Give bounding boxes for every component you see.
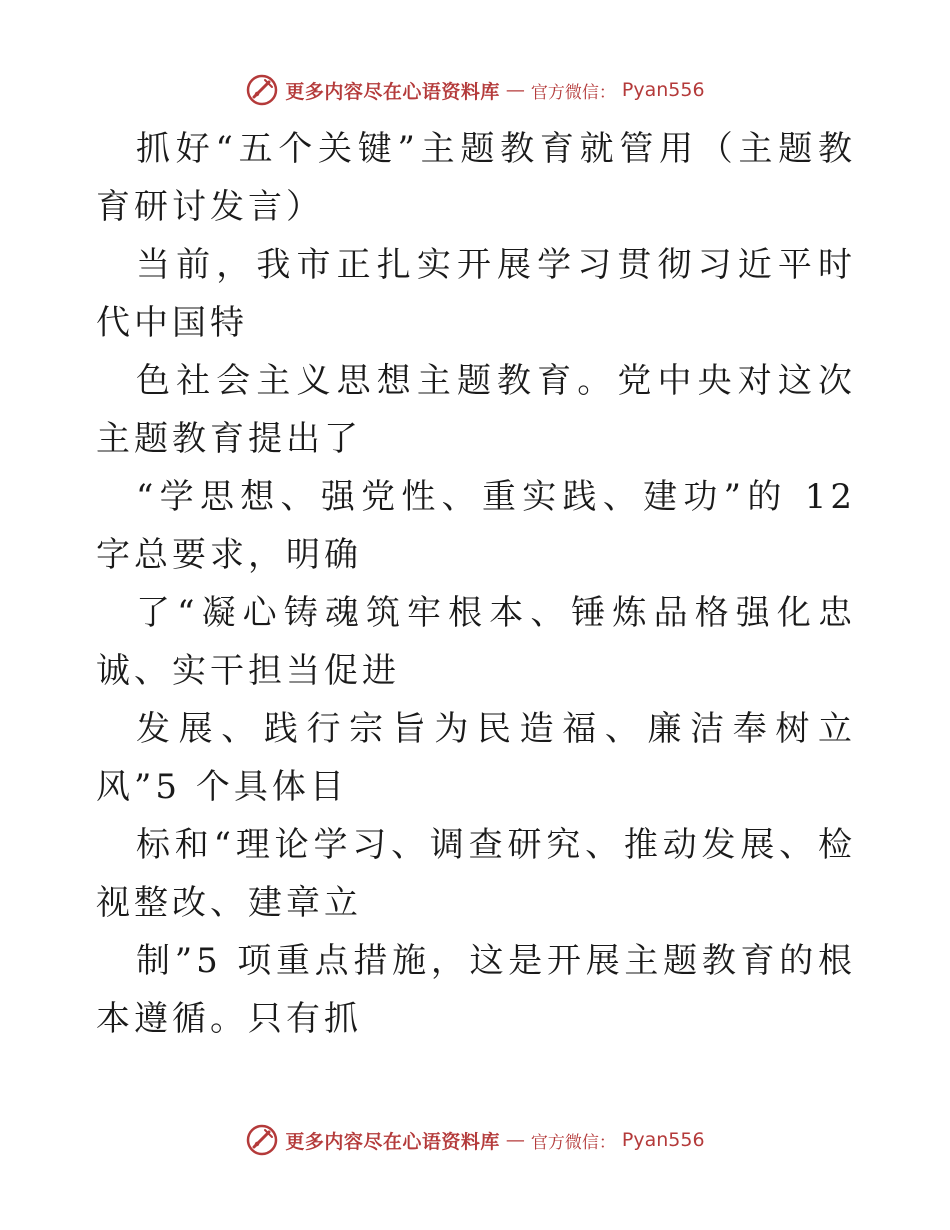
- watermark-wechat-id: Pyan556: [621, 79, 705, 101]
- paragraph-line: 了“凝心铸魂筑牢根本、锤炼品格强化忠诚、实干担当促进: [96, 593, 856, 691]
- watermark-group: [245, 73, 704, 107]
- pen-logo-icon: [245, 1123, 279, 1157]
- watermark-text: 更多内容尽在心语资料库: [285, 1130, 500, 1153]
- header-watermark: [0, 70, 950, 110]
- watermark-group: [245, 1123, 704, 1157]
- footer-watermark: [0, 1120, 950, 1160]
- paragraph-line: 标和“理论学习、调查研究、推动发展、检视整改、建章立: [96, 825, 856, 923]
- watermark-wechat-label: 官方微信：: [530, 1132, 616, 1153]
- paragraph-line: 制”5 项重点措施，这是开展主题教育的根本遵循。只有抓: [96, 941, 856, 1039]
- watermark-wechat-id: Pyan556: [621, 1129, 705, 1151]
- document-title: 抓好“五个关键”主题教育就管用（主题教育研讨发言）: [96, 129, 856, 227]
- pen-logo-icon: [245, 73, 279, 107]
- watermark-dash: —: [505, 1129, 525, 1151]
- watermark-dash: —: [505, 79, 525, 101]
- paragraph-line: “学思想、强党性、重实践、建功”的 12 字总要求，明确: [96, 477, 856, 575]
- paragraph-line: 色社会主义思想主题教育。党中央对这次主题教育提出了: [96, 361, 856, 459]
- paragraph-line: 当前，我市正扎实开展学习贯彻习近平时代中国特: [96, 245, 856, 343]
- paragraph-line: 发展、践行宗旨为民造福、廉洁奉树立风”5 个具体目: [96, 709, 856, 807]
- watermark-text: 更多内容尽在心语资料库: [285, 80, 500, 103]
- document-body: [96, 120, 856, 1048]
- watermark-wechat-label: 官方微信：: [530, 82, 616, 103]
